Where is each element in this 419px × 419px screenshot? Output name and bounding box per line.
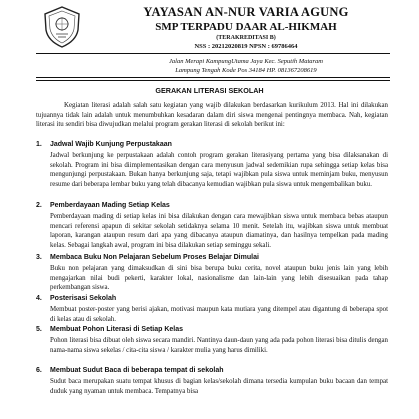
section-heading-1 — [36, 141, 388, 148]
accreditation-label: (TERAKREDITASI B) — [216, 35, 276, 41]
section-number: 3. — [36, 254, 42, 261]
section-body-1: Jadwal berkunjung ke perpustakaan adalah contoh program gerakan literasiyang pertama yang bisa dilaksanakan di sekolah. Program ini bisa diimplementasikan dengan cara menyusun jadwal sedemikian rupa sehingga setiap kelas bisa mengunjungi perpustakaan. Bukan hanya berkunjung saja, tetapi wajibkan pula siswa untuk meminjam buku, menyusun resume dari beberapa lembar buku yang telah dibacanya kemudian wajibkan pula siswa untuk mengembalikan buku. — [50, 152, 388, 188]
document-title: GERAKAN LITERASI SEKOLAH — [155, 86, 264, 95]
address-line-2: Lampung Tengah Kode Pos 34184 HP. 081367208619 — [175, 67, 317, 74]
section-heading-text: Membaca Buku Non Pelajaran Sebelum Proses Belajar Dimulai — [50, 254, 259, 261]
section-body-4: Membuat poster-poster yang berisi ajakan, motivasi maupun kata mutiara yang ditempel atau digantung di beberapa spot di kelas atau di sekolah. — [50, 306, 388, 323]
section-body-3: Buku non pelajaran yang dimaksudkan di sini bisa berupa buku cerita, novel ataupun buku jenis lain yang lebih mengajarkan nilai budi pekerti, karakter lokal, nasionalisme dan lain-lain yang lebih disesuaikan pada tahap perkembangan siswa. — [50, 265, 388, 291]
section-body-6: Sudut baca merupakan suatu tempat khusus di bagian kelas/sekolah dimana tersedia kumpulan buku bacaan dan tempat duduk yang nyaman untuk membaca. Tempatnya bisa — [50, 378, 388, 395]
section-number: 4. — [36, 295, 42, 302]
foundation-name: YAYASAN AN-NUR VARIA AGUNG — [143, 5, 349, 19]
section-body-2: Pemberdayaan mading di setiap kelas ini bisa dilakukan dengan cara mewajibkan siswa untuk membaca bebas ataupun mencari referensi apapun di sekitar sekolah setidaknya selama 10 menit. Setelah itu, wajibkan siswa untuk membuat laporan, karangan ataupun resum dari apa yang dibacanya ataupun diamatinya, dan hasilnya tempelkan pada mading kelas. Sebagai langkah awal, program ini bisa dilakukan setiap seminggu sekali. — [50, 213, 388, 249]
section-heading-3 — [36, 254, 388, 261]
section-heading-6 — [36, 367, 388, 374]
letterhead-rule-thick — [36, 77, 390, 78]
section-heading-5 — [36, 326, 388, 333]
section-heading-text: Pemberdayaan Mading Setiap Kelas — [50, 202, 170, 209]
section-heading-text: Jadwal Wajib Kunjung Perpustakaan — [50, 141, 172, 148]
section-heading-text: Membuat Sudut Baca di beberapa tempat di sekolah — [50, 367, 224, 374]
section-number: 6. — [36, 367, 42, 374]
section-number: 1. — [36, 141, 42, 148]
section-heading-4 — [36, 295, 388, 302]
section-heading-2 — [36, 202, 388, 209]
intro-paragraph: Kegiatan literasi adalah salah satu kegiatan yang wajib dilakukan berdasarkan kurikulum 2013. Hal ini dilakukan tujuannya tidak lain adalah untuk menumbuhkan kesadaran dalam diri siswa mengenai pentingnya membaca. Nah, kegiatan literasi itu sendiri bisa diwujudkan melalui program gerakan literasi di sekolah berikut ini: — [36, 102, 388, 128]
letterhead-rule-thin — [36, 80, 390, 81]
section-heading-text: Membuat Pohon Literasi di Setiap Kelas — [50, 326, 184, 333]
section-number: 5. — [36, 326, 42, 333]
address-line-1: Jalan Merapi KampungUtama Jaya Kec. Seputih Mataram — [169, 58, 323, 65]
section-heading-text: Posterisasi Sekolah — [50, 295, 117, 302]
header-divider — [36, 53, 390, 54]
section-number: 2. — [36, 202, 42, 209]
section-body-5: Pohon literasi bisa dibuat oleh siswa secara mandiri. Nantinya daun-daun yang ada pada pohon literasi bisa ditulis dengan nama-nama siswa sekelas / cita-cita siswa / karakter mulia yang harus dimiliki. — [50, 337, 388, 354]
school-name: SMP TERPADU DAAR AL-HIKMAH — [155, 21, 337, 33]
school-ids: NSS : 20212020819 NPSN : 69786464 — [194, 43, 298, 50]
school-logo-icon — [42, 6, 82, 48]
